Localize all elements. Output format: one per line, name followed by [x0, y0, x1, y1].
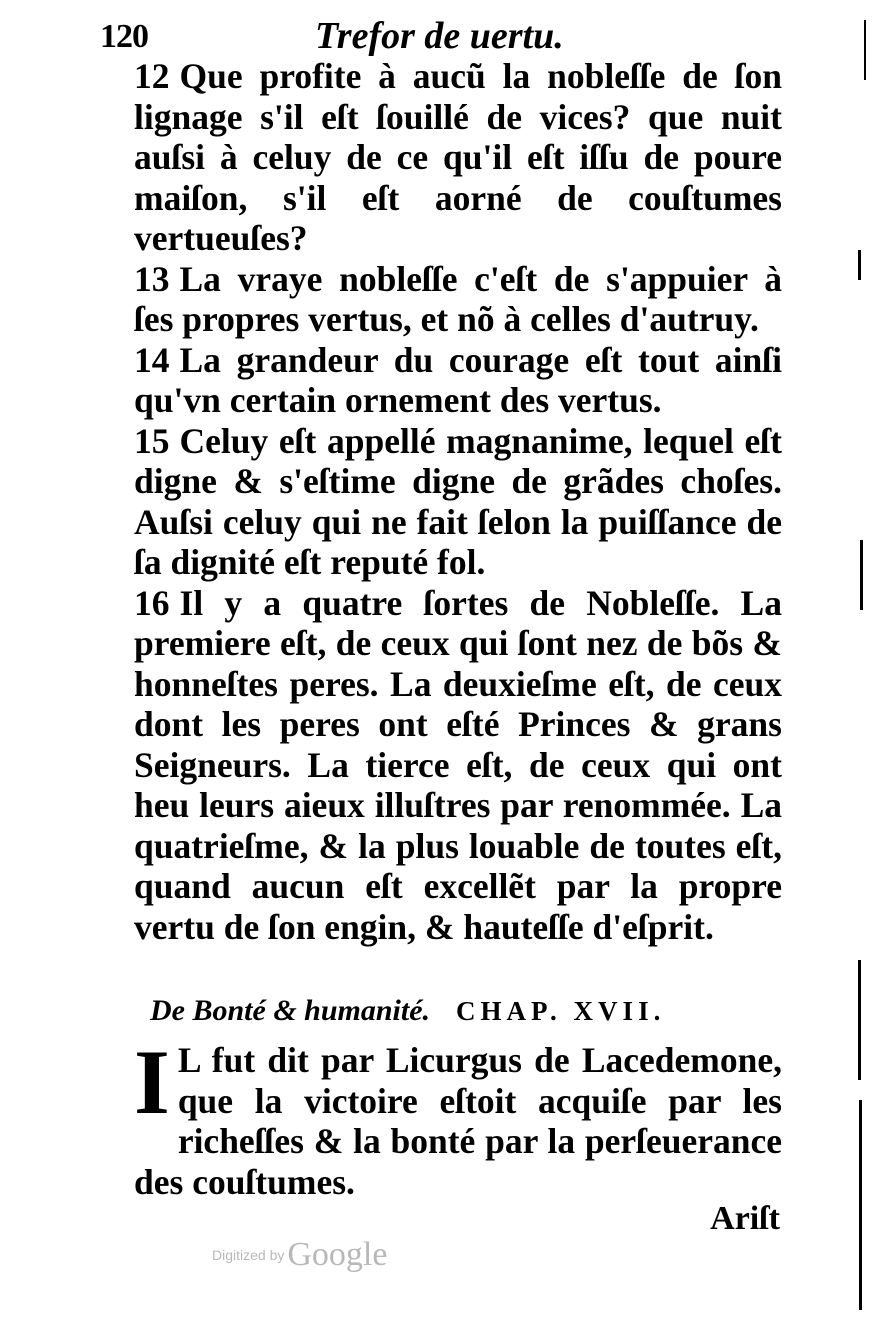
paragraph-text: La vraye nobleſſe c'eſt de s'appuier à ſes propres vertus, et nõ à celles d'autruy.	[134, 258, 782, 339]
paragraph	[134, 421, 782, 583]
paragraph-text: La grandeur du courage eſt tout ainſi qu'vn certain ornement des vertus.	[134, 339, 782, 420]
paragraph-number: 14	[134, 339, 170, 380]
page-edge-mark	[858, 250, 861, 280]
paragraph	[134, 259, 782, 340]
catchword: Ariſt	[710, 1200, 780, 1237]
watermark-brand: Google	[287, 1236, 388, 1273]
paragraph-number: 12	[134, 56, 170, 96]
paragraph-text: Que profite à aucũ la nobleſſe de ſon lignage s'il eſt ſouillé de vices? que nuit auſsi à celuy de ce qu'il eſt iſſu de poure maiſon, s'il eſt aorné de couſtumes vertueuſes?	[134, 56, 782, 258]
page-edge-mark	[860, 540, 863, 610]
page-edge-mark	[859, 1100, 862, 1310]
paragraph-number: 15	[134, 420, 170, 461]
paragraph-number: 13	[134, 258, 170, 299]
page-edge-mark	[864, 20, 866, 80]
drop-initial: I	[134, 1031, 170, 1133]
chapter-title: De Bonté & humanité.	[150, 994, 431, 1027]
paragraph-text: Celuy eſt appellé magnanime, lequel eſt digne & s'eſtime digne de grãdes choſes. Auſsi celuy qui ne fait ſelon la puiſſance de ſa dignité eſt reputé fol.	[134, 420, 782, 582]
paragraph-number: 16	[134, 582, 170, 623]
watermark-prefix: Digitized by	[212, 1247, 285, 1263]
main-text	[134, 56, 782, 947]
chapter-label: CHAP. XVII.	[456, 996, 666, 1026]
running-title: Trefor de uertu.	[315, 15, 564, 57]
chapter-heading	[150, 994, 790, 1028]
chapter-text	[134, 1031, 782, 1202]
page-edge-mark	[858, 960, 861, 1080]
page-header	[100, 14, 800, 58]
chapter-paragraph: L fut dit par Licurgus de Lacedemone, que la victoire eſtoit acquiſe par les richeſſes & la bonté par la perſeuerance des couſtumes.	[134, 1040, 782, 1202]
page-number: 120	[100, 18, 148, 55]
paragraph	[134, 340, 782, 421]
paragraph	[134, 56, 782, 259]
paragraph-text: Il y a quatre ſortes de Nobleſſe. La premiere eſt, de ceux qui ſont nez de bõs & honneſtes peres. La deuxieſme eſt, de ceux dont les peres ont eſté Princes & grans Seigneurs. La tierce eſt, de ceux qui ont heu leurs aieux illuſtres par renommée. La quatrieſme, & la plus louable de toutes eſt, quand aucun eſt excellẽt par la propre vertu de ſon engin, & hauteſſe d'eſprit.	[134, 582, 782, 947]
paragraph	[134, 583, 782, 948]
digitized-watermark	[212, 1236, 387, 1274]
